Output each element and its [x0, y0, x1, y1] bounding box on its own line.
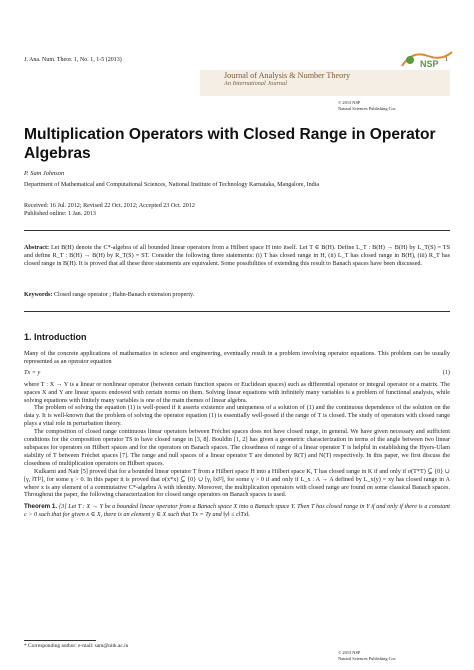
abstract-label: Abstract:: [24, 244, 50, 251]
published-date: Published online: 1 Jan. 2013: [24, 210, 96, 217]
section-heading: 1. Introduction: [24, 332, 87, 342]
logo-text: NSP: [420, 59, 439, 69]
corresponding-author-footnote: * Corresponding author: e-mail: sam@nitk.ac.in: [24, 643, 129, 649]
paragraph: The problem of solving the equation (1) is well-posed if it asserts existence and uniqueness of a solution of (1) and the continuous dependence of the solution on the data y. It is well-known that the problem of solving the operator equation (1) is essentially well-posed if the range of T is closed. The study of operators with closed range plays a vital role in perturbation theory.: [24, 404, 450, 428]
divider-top: [24, 230, 450, 231]
running-head: J. Ana. Num. Theor. 1, No. 1, 1-5 (2013): [24, 57, 122, 63]
author-name: P. Sam Johnson: [24, 170, 65, 177]
publisher-line: Natural Sciences Publishing Cor.: [338, 105, 397, 111]
publisher-logo: [398, 48, 456, 70]
paragraph: The composition of closed range continuous linear operators between Fréchet spaces does not have closed range, in general. We have given necessary and sufficient conditions for the composition operator TS to have closed range in [3, 8]. Bouldin [1, 2] has given a geometric characterization in terms of the angle between two linear subspaces for operators on Hilbert spaces and for the operators on Banach spaces. The closedness of range of a linear operator T is helpful in establishing the Hyers-Ulam stability of T between Fréchet spaces [7]. The range and null spaces of a linear operator T are denoted by R(T) and N(T) respectively. In this paper, we first discuss the closedness of multiplication operators on Hilbert spaces.: [24, 428, 450, 467]
footer-copyright: [338, 650, 396, 661]
author-affiliation: Department of Mathematical and Computational Sciences, National Institute of Technology Karnataka, Mangalore, India: [24, 182, 320, 188]
theorem-statement: [3] Let T : X → Y be a bounded linear operator from a Banach space X into a Banach space Y. Then T has closed range in Y if and only if there is a constant c > 0 such that for given x ∈ X, there is an element y ∈ X such that Tx = Ty and ‖y‖ ≤ c‖Tx‖.: [24, 503, 451, 519]
keywords-label: Keywords:: [24, 292, 53, 298]
journal-subtitle: An International Journal: [224, 80, 287, 87]
publisher-line: Natural Sciences Publishing Cor.: [338, 655, 397, 661]
paragraph: Kulkarni and Nair [5] proved that for a bounded linear operator T from a Hilbert space H into a Hilbert space K, T has closed range in K if and only if σ(T*T) ⊆ {0} ∪ [γ, ‖T‖²], for some γ > 0. In this paper it is proved that σ(x*x) ⊆ {0} ∪ [γ, ‖x‖²], for some γ > 0 if and only if L_x : A → A defined by L_x(y) = xy has closed range in A where x is any element of a commutative C*-algebra A with identity. Moreover, the multiplication operators with closed range are found on some classical Banach spaces. Throughout the paper, the following characterization for closed range operators on Banach spaces is used.: [24, 467, 450, 499]
footnote-rule: [24, 640, 96, 641]
abstract: [24, 244, 450, 268]
article-dates: [24, 203, 195, 218]
received-dates: Received: 16 Jul. 2012; Revised 22 Oct. 2012; Accepted 23 Oct. 2012: [24, 203, 195, 209]
theorem-label: Theorem 1.: [24, 503, 58, 511]
theorem-1: [24, 503, 450, 519]
nsp-logo-icon: [398, 48, 456, 70]
introduction-body: [24, 350, 450, 519]
header-copyright: [338, 100, 396, 111]
article-title: Multiplication Operators with Closed Range in Operator Algebras: [24, 126, 436, 162]
copyright-line: © 2013 NSP: [338, 650, 361, 655]
journal-name: Journal of Analysis & Number Theory: [224, 71, 351, 80]
keywords: [24, 292, 194, 298]
divider-bottom: [24, 311, 450, 312]
copyright-line: © 2013 NSP: [338, 100, 361, 105]
paragraph: Many of the concrete applications of mathematics in science and engineering, eventually result in a problem involving operator equations. This problem can be usually represented as an operator equation: [24, 350, 450, 365]
keywords-text: Closed range operator ; Hahn-Banach extension property.: [53, 292, 195, 298]
page-number: 1: [445, 57, 448, 63]
abstract-text: Let B(H) denote the C*-algebra of all bounded linear operators from a Hilbert space H into itself. Let T ∈ B(H). Define L_T : B(H) → B(H) by L_T(S) = TS and define R_T : B(H) → B(H) by R_T(S) = ST. Consider the following three statements: (i) T has closed range in H, (ii) L_T has closed range in B(H), (iii) R_T has closed range in B(H). It is proved that all these three statements are equivalent. Some possibilities of extending this result to Banach spaces have been discussed.: [24, 244, 451, 267]
equation-text: Tx = y: [24, 368, 41, 376]
equation-1: [24, 369, 450, 377]
paragraph: where T : X → Y is a linear or nonlinear operator (between certain function spaces or Euclidean spaces) such as differential operator or integral operator or a matrix. The spaces X and Y are linear spaces endowed with certain norms on them. Solving linear equations with infinitely many variables is a problem of functional analysis, while solving equations with finitely many variables is one of the main themes of linear algebra.: [24, 380, 450, 404]
equation-number: (1): [442, 368, 450, 376]
